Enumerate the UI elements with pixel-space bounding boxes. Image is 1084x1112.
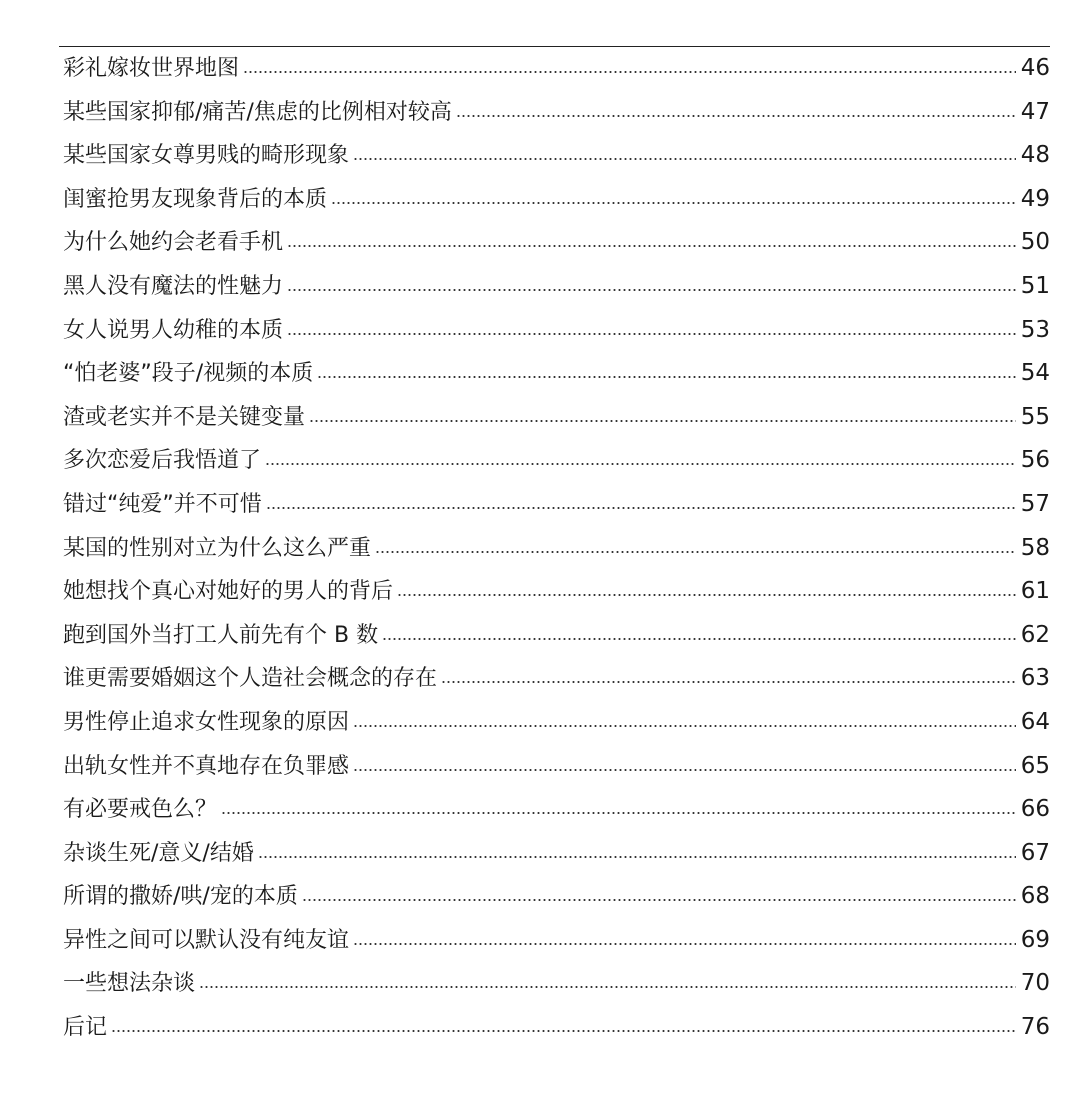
dot-leader — [331, 200, 1016, 206]
toc-entry-title: 所谓的撒娇/哄/宠的本质 — [63, 884, 298, 910]
toc-entry-page-number: 64 — [1020, 708, 1050, 735]
toc-entry-title: 为什么她约会老看手机 — [63, 230, 284, 256]
toc-entry-title: 某些国家女尊男贱的畸形现象 — [63, 143, 350, 169]
toc-entry-title: 错过“纯爱”并不可惜 — [63, 491, 262, 517]
dot-leader — [243, 69, 1016, 75]
dot-leader — [353, 767, 1016, 773]
toc-entry-page-number: 49 — [1020, 185, 1050, 212]
toc-entry[interactable] — [63, 52, 1050, 96]
dot-leader — [287, 331, 1016, 337]
toc-entry[interactable] — [63, 139, 1050, 183]
dot-leader — [353, 941, 1016, 947]
toc-entry-title: 异性之间可以默认没有纯友谊 — [63, 927, 350, 953]
dot-leader — [287, 243, 1016, 249]
toc-entry-page-number: 66 — [1020, 796, 1050, 823]
dot-leader — [265, 461, 1016, 467]
toc-entry-page-number: 54 — [1020, 360, 1050, 387]
dot-leader — [353, 156, 1016, 162]
toc-entry-page-number: 69 — [1020, 926, 1050, 953]
toc-entry-title: 女人说男人幼稚的本质 — [63, 317, 284, 343]
toc-entry-page-number: 65 — [1020, 752, 1050, 779]
dot-leader — [199, 984, 1016, 990]
toc-entry-page-number: 56 — [1020, 447, 1050, 474]
toc-entry[interactable] — [63, 401, 1050, 445]
toc-entry[interactable] — [63, 924, 1050, 968]
dot-leader — [353, 723, 1016, 729]
toc-entry[interactable] — [63, 750, 1050, 794]
toc-entry-page-number: 50 — [1020, 229, 1050, 256]
dot-leader — [309, 418, 1016, 424]
toc-entry[interactable] — [63, 226, 1050, 270]
toc-entry-page-number: 68 — [1020, 883, 1050, 910]
toc-entry[interactable] — [63, 706, 1050, 750]
toc-entry[interactable] — [63, 314, 1050, 358]
toc-entry-page-number: 61 — [1020, 578, 1050, 605]
dot-leader — [456, 113, 1016, 119]
dot-leader — [221, 810, 1016, 816]
toc-entry-page-number: 47 — [1020, 98, 1050, 125]
toc-entry-page-number: 76 — [1020, 1014, 1050, 1041]
toc-entry-title: 彩礼嫁妆世界地图 — [63, 56, 240, 81]
toc-entry-page-number: 46 — [1020, 55, 1050, 81]
toc-entry-title: 渣或老实并不是关键变量 — [63, 404, 306, 430]
dot-leader — [111, 1028, 1016, 1034]
toc-entry[interactable] — [63, 183, 1050, 227]
toc-entry-page-number: 51 — [1020, 272, 1050, 299]
dot-leader — [441, 679, 1016, 685]
toc-entry[interactable] — [63, 880, 1050, 924]
toc-entry[interactable] — [63, 1011, 1050, 1055]
toc-entry-page-number: 70 — [1020, 970, 1050, 997]
dot-leader — [382, 636, 1016, 642]
toc-entry[interactable] — [63, 793, 1050, 837]
toc-entry-page-number: 62 — [1020, 621, 1050, 648]
toc-entry-page-number: 55 — [1020, 403, 1050, 430]
dot-leader — [302, 897, 1016, 903]
toc-entry-page-number: 58 — [1020, 534, 1050, 561]
toc-entry[interactable] — [63, 967, 1050, 1011]
toc-entry[interactable] — [63, 96, 1050, 140]
toc-entry-page-number: 48 — [1020, 142, 1050, 169]
toc-entry[interactable] — [63, 662, 1050, 706]
toc-entry-page-number: 57 — [1020, 490, 1050, 517]
toc-entry-title: 男性停止追求女性现象的原因 — [63, 709, 350, 735]
toc-entry-page-number: 53 — [1020, 316, 1050, 343]
toc-entry-title: “怕老婆”段子/视频的本质 — [63, 361, 314, 387]
toc-entry[interactable] — [63, 837, 1050, 881]
toc-entry[interactable] — [63, 444, 1050, 488]
toc-entry-title: 杂谈生死/意义/结婚 — [63, 840, 254, 866]
dot-leader — [266, 505, 1016, 511]
toc-entry-title: 谁更需要婚姻这个人造社会概念的存在 — [63, 666, 438, 692]
toc-entry[interactable] — [63, 575, 1050, 619]
toc-entry-title: 闺蜜抢男友现象背后的本质 — [63, 186, 328, 212]
dot-leader — [258, 854, 1016, 860]
dot-leader — [317, 374, 1016, 380]
toc-entry-title: 某国的性别对立为什么这么严重 — [63, 535, 372, 561]
toc-entry[interactable] — [63, 619, 1050, 663]
top-rule-divider — [59, 46, 1050, 47]
toc-entry-title: 某些国家抑郁/痛苦/焦虑的比例相对较高 — [63, 99, 452, 125]
dot-leader — [375, 549, 1016, 555]
toc-entry-title: 多次恋爱后我悟道了 — [63, 448, 262, 474]
toc-entry[interactable] — [63, 488, 1050, 532]
toc-entry[interactable] — [63, 270, 1050, 314]
toc-entry-title: 出轨女性并不真地存在负罪感 — [63, 753, 350, 779]
toc-entry-title: 后记 — [63, 1015, 108, 1041]
toc-page — [59, 46, 1050, 1041]
toc-entry-title: 黑人没有魔法的性魅力 — [63, 273, 284, 299]
toc-entry[interactable] — [63, 357, 1050, 401]
dot-leader — [397, 592, 1016, 598]
toc-entry-title: 她想找个真心对她好的男人的背后 — [63, 579, 394, 605]
table-of-contents — [63, 52, 1050, 1055]
toc-entry-title: 一些想法杂谈 — [63, 971, 196, 997]
toc-entry-title: 有必要戒色么？ — [63, 797, 218, 823]
dot-leader — [287, 287, 1016, 293]
toc-entry-page-number: 63 — [1020, 665, 1050, 692]
toc-entry[interactable] — [63, 532, 1050, 576]
toc-entry-title: 跑到国外当打工人前先有个 B 数 — [63, 622, 379, 648]
toc-entry-page-number: 67 — [1020, 839, 1050, 866]
